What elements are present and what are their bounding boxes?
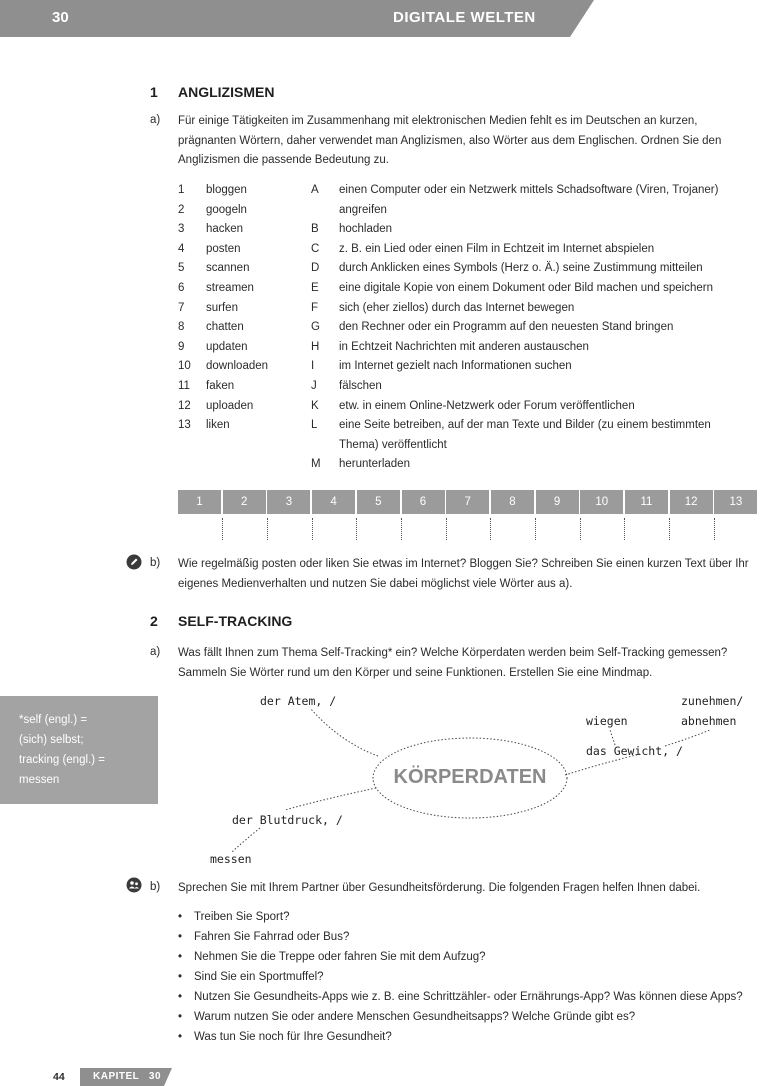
- word: uploaden: [206, 399, 254, 412]
- grid-header-cell: 11: [625, 490, 668, 514]
- word: updaten: [206, 340, 248, 353]
- answer-separator: [669, 518, 670, 540]
- definition-text: sich (eher ziellos) durch das Internet bewegen: [339, 301, 575, 314]
- word-number: 8: [178, 321, 185, 334]
- word: surfen: [206, 301, 238, 314]
- definition-text: herunterladen: [339, 458, 410, 471]
- definition-letter: F: [311, 301, 319, 314]
- word: downloaden: [206, 360, 269, 373]
- grid-header-cell: 8: [491, 490, 534, 514]
- definition-letter: H: [311, 340, 320, 353]
- word-number: 6: [178, 282, 185, 294]
- definition-letter: B: [311, 223, 319, 236]
- task-1b-line: Wie regelmäßig posten oder liken Sie etwas im Internet? Bloggen Sie? Schreiben Sie einen kurzen Text über Ihr: [178, 558, 749, 570]
- definition-text: durch Anklicken eines Symbols (Herz o. Ä.) seine Zustimmung mitteilen: [339, 262, 703, 275]
- grid-header-cell: 6: [402, 490, 445, 514]
- task-2b-letter: b): [150, 881, 161, 893]
- answer-grid: [178, 490, 758, 514]
- answer-separator: [222, 518, 223, 540]
- task-1b-letter: b): [150, 557, 161, 569]
- word-number: 10: [178, 360, 191, 373]
- task-1b-line: eigenes Medienverhalten und nutzen Sie dabei möglichst viele Wörter aus a).: [178, 577, 573, 590]
- answer-separator: [580, 518, 581, 540]
- answer-separator: [401, 518, 402, 540]
- word-number: 9: [178, 340, 185, 353]
- question-text: Nutzen Sie Gesundheits-Apps wie z. B. eine Schrittzähler- oder Ernährungs-App? Was können diese Apps?: [194, 991, 743, 1003]
- grid-header-cell: 3: [267, 490, 310, 514]
- question-text: Treiben Sie Sport?: [194, 911, 290, 923]
- word: liken: [206, 419, 230, 432]
- mindmap-word-wiegen: wiegen: [586, 714, 628, 728]
- grid-header-cell: 4: [312, 490, 355, 514]
- definition-letter: M: [311, 458, 321, 471]
- question-text: Fahren Sie Fahrrad oder Bus?: [194, 931, 350, 943]
- word-number: 2: [178, 203, 185, 216]
- definition-letter: A: [311, 184, 319, 196]
- answer-separator: [535, 518, 536, 540]
- answer-separator: [624, 518, 625, 540]
- definition-letter: G: [311, 321, 320, 334]
- mindmap-center-label: KÖRPERDATEN: [393, 766, 547, 788]
- mindmap-word-gewicht: das Gewicht, /: [586, 744, 683, 758]
- task-1a-instructions: [178, 112, 758, 171]
- section-1-number: 1: [150, 84, 158, 100]
- answer-separator: [312, 518, 313, 540]
- definition-letter: J: [311, 380, 317, 392]
- task-1a-letter: a): [150, 114, 161, 126]
- definition-text: einen Computer oder ein Netzwerk mittels Schadsoftware (Viren, Trojaner): [339, 184, 719, 196]
- chapter-title: DIGITALE WELTEN: [393, 9, 536, 26]
- grid-header-cell: 12: [670, 490, 713, 514]
- word: googeln: [206, 203, 247, 216]
- mindmap-word-messen: messen: [210, 852, 252, 866]
- word-number: 3: [178, 223, 185, 236]
- mindmap-word-zunehmen: zunehmen/: [681, 694, 744, 708]
- task-1a-line: Für einige Tätigkeiten im Zusammenhang mit elektronischen Medien fehlt es im Deutschen an kurzen,: [178, 115, 698, 127]
- section-2-title: SELF-TRACKING: [178, 613, 293, 629]
- task-2a-line: Was fällt Ihnen zum Thema Self-Tracking* ein? Welche Körperdaten werden beim Self-Tracking gemessen?: [178, 647, 728, 659]
- word: faken: [206, 380, 235, 392]
- definition-letter: L: [311, 419, 318, 432]
- answer-separator: [356, 518, 357, 540]
- mindmap-word-abnehmen: abnehmen: [681, 714, 737, 728]
- question-text: Was tun Sie noch für Ihre Gesundheit?: [194, 1031, 392, 1043]
- word-number: 11: [178, 380, 190, 392]
- task-2a-line: Sammeln Sie Wörter rund um den Körper und seine Funktionen. Erstellen Sie eine Mindmap.: [178, 666, 653, 679]
- definition-text: hochladen: [339, 223, 393, 236]
- word-number: 13: [178, 419, 191, 432]
- question-text: Nehmen Sie die Treppe oder fahren Sie mit dem Aufzug?: [194, 951, 486, 963]
- definition-letter: E: [311, 282, 319, 294]
- question-text: Sind Sie ein Sportmuffel?: [194, 971, 324, 983]
- word-number: 5: [178, 262, 185, 275]
- word: chatten: [206, 321, 244, 334]
- answer-separator: [714, 518, 715, 540]
- word-number: 12: [178, 399, 191, 412]
- definition-text: den Rechner oder ein Programm auf den neuesten Stand bringen: [339, 321, 674, 334]
- answer-separator: [446, 518, 447, 540]
- note-line: *self (engl.) =: [19, 714, 88, 726]
- chapter-number: 30: [52, 9, 69, 26]
- word: bloggen: [206, 184, 247, 196]
- word-number: 4: [178, 242, 185, 255]
- chapter-tab-label: KAPITEL 30: [93, 1071, 162, 1082]
- definition-letter: D: [311, 262, 320, 275]
- definition-text: eine Seite betreiben, auf der man Texte und Bilder (zu einem bestimmten: [339, 419, 711, 432]
- definition-text: etw. in einem Online-Netzwerk oder Forum veröffentlichen: [339, 399, 635, 412]
- partner-icon: [126, 877, 142, 893]
- word: streamen: [206, 282, 254, 294]
- grid-header-cell: 1: [178, 490, 221, 514]
- definition-letter: C: [311, 242, 320, 255]
- section-1-title: ANGLIZISMEN: [178, 84, 275, 100]
- word-number: 7: [178, 301, 185, 314]
- definition-text: angreifen: [339, 203, 387, 216]
- note-line: (sich) selbst;: [19, 734, 84, 746]
- task-1a-line: Anglizismen die passende Bedeutung zu.: [178, 154, 389, 166]
- word: scannen: [206, 262, 250, 275]
- mindmap-word-blutdruck: der Blutdruck, /: [232, 813, 343, 827]
- definition-text: fälschen: [339, 380, 382, 392]
- task-2a-letter: a): [150, 646, 161, 658]
- note-line: tracking (engl.) =: [19, 754, 105, 766]
- grid-header-cell: 2: [223, 490, 266, 514]
- mindmap-word-atem: der Atem, /: [260, 694, 337, 708]
- definition-letter: K: [311, 399, 319, 412]
- definition-letter: I: [311, 360, 315, 373]
- grid-header-cell: 9: [536, 490, 579, 514]
- task-1b-instructions: [178, 555, 768, 594]
- word-number: 1: [178, 184, 185, 196]
- note-line: messen: [19, 774, 60, 786]
- definition-text: in Echtzeit Nachrichten mit anderen austauschen: [339, 340, 589, 353]
- grid-header-cell: 7: [446, 490, 489, 514]
- grid-header-cell: 13: [714, 490, 757, 514]
- grid-header-cell: 10: [580, 490, 623, 514]
- task-1a-line: prägnanten Wörtern, daher verwendet man Anglizismen, also Wörter aus dem Englischen. Ordnen Sie den: [178, 134, 722, 147]
- matching-list: [178, 181, 758, 481]
- section-2-number: 2: [150, 613, 158, 629]
- task-2b-intro: Sprechen Sie mit Ihrem Partner über Gesundheitsförderung. Die folgenden Fragen helfen Ihnen dabei.: [178, 882, 701, 894]
- glossary-note: [0, 696, 158, 804]
- word: posten: [206, 242, 241, 255]
- definition-text: eine digitale Kopie von einem Dokument oder Bild machen und speichern: [339, 282, 713, 294]
- definition-text: im Internet gezielt nach Informationen suchen: [339, 360, 572, 373]
- grid-header-cell: 5: [357, 490, 400, 514]
- pencil-icon: [126, 554, 142, 570]
- answer-separator: [490, 518, 491, 540]
- task-2a-instructions: [178, 644, 758, 683]
- word: hacken: [206, 223, 244, 236]
- question-text: Warum nutzen Sie oder andere Menschen Gesundheitsapps? Welche Gründe gibt es?: [194, 1011, 636, 1023]
- answer-separator: [267, 518, 268, 540]
- definition-text: Thema) veröffentlicht: [339, 438, 447, 451]
- page-number: 44: [53, 1071, 65, 1083]
- definition-text: z. B. ein Lied oder einen Film in Echtzeit im Internet abspielen: [339, 242, 655, 255]
